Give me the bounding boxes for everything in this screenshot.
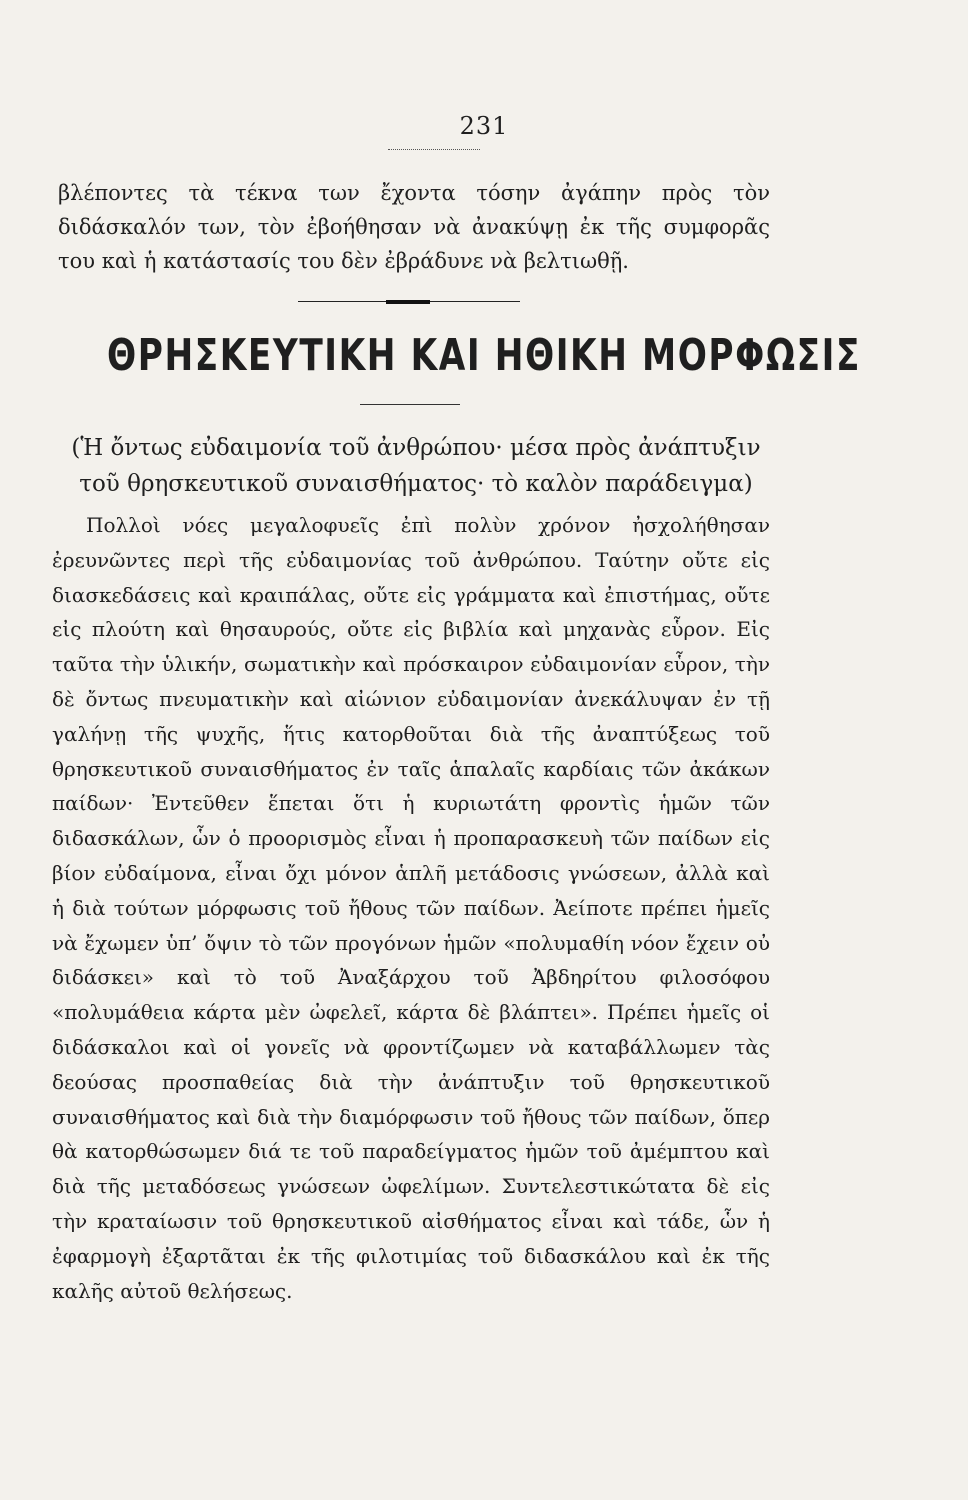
section-heading: ΘΡΗΣΚΕΥΤΙΚΗ ΚΑΙ ΗΘΙΚΗ ΜΟΡΦΩΣΙΣ: [107, 330, 861, 381]
opening-paragraph: βλέποντες τὰ τέκνα των ἔχοντα τόσην ἀγάπην πρὸς τὸν διδάσκαλόν των, τὸν ἐβοήθησαν νὰ ἀνακύψῃ ἐκ τῆς συμφορᾶς του καὶ ἡ κατάστασίς του δὲν ἐβράδυνε νὰ βελτιωθῇ.: [58, 181, 770, 273]
divider-ornament: [386, 300, 430, 304]
page-number-underline: [388, 149, 480, 150]
page-number: 231: [459, 112, 509, 140]
heading-underline: [360, 404, 460, 405]
section-subtitle: (Ἡ ὄντως εὐδαιμονία τοῦ ἀνθρώπου· μέσα πρὸς ἀνάπτυξιν τοῦ θρησκευτικοῦ συναισθήματος· τὸ καλὸν παράδειγμα): [71, 435, 761, 497]
section-divider: [298, 300, 520, 304]
body-paragraph: Πολλοὶ νόες μεγαλοφυεῖς ἐπὶ πολὺν χρόνον ἠσχολήθησαν ἐρευνῶντες περὶ τῆς εὐδαιμονίας τοῦ ἀνθρώπου. Ταύτην οὔτε εἰς διασκεδάσεις καὶ κραιπάλας, οὔτε εἰς γράμματα καὶ ἐπιστήμας, οὔτε εἰς πλούτη καὶ θησαυρούς, οὔτε εἰς βιβλία καὶ μηχανὰς εὗρον. Εἰς ταῦτα τὴν ὑλικήν, σωματικὴν καὶ πρόσκαιρον εὐδαιμονίαν εὗρον, τὴν δὲ ὄντως πνευματικὴν καὶ αἰώνιον εὐδαιμονίαν ἀνεκάλυψαν ἐν τῇ γαλήνῃ τῆς ψυχῆς, ἥτις κατορθοῦται διὰ τῆς ἀναπτύξεως τοῦ θρησκευτικοῦ συναισθήματος ἐν ταῖς ἁπαλαῖς καρδίαις τῶν ἀκάκων παίδων· Ἐντεῦθεν ἕπεται ὅτι ἡ κυριωτάτη φροντὶς ἡμῶν τῶν διδασκάλων, ὧν ὁ προορισμὸς εἶναι ἡ προπαρασκευὴ τῶν παίδων εἰς βίον εὐδαίμονα, εἶναι ὄχι μόνον ἁπλῆ μετάδοσις γνώσεων, ἀλλὰ καὶ ἡ διὰ τούτων μόρφωσις τοῦ ἤθους τῶν παίδων. Ἀείποτε πρέπει ἡμεῖς νὰ ἔχωμεν ὑπ’ ὄψιν τὸ τῶν προγόνων ἡμῶν «πολυμαθίη νόον ἔχειν οὐ διδάσκει» καὶ τὸ τοῦ Ἀναξάρχου τοῦ Ἀβδηρίτου φιλοσόφου «πολυμάθεια κάρτα μὲν ὠφελεῖ, κάρτα δὲ βλάπτει». Πρέπει ἡμεῖς οἱ διδάσκαλοι καὶ οἱ γονεῖς νὰ φροντίζωμεν νὰ καταβάλλωμεν τὰς δεούσας προσπαθείας διὰ τὴν ἀνάπτυξιν τοῦ θρησκευτικοῦ συναισθήματος καὶ διὰ τὴν διαμόρφωσιν τοῦ ἤθους τῶν παίδων, ὅπερ θὰ κατορθώσωμεν διά τε τοῦ παραδείγματος ἡμῶν τοῦ ἀμέμπτου καὶ διὰ τῆς μεταδόσεως γνώσεων ὠφελίμων. Συντελεστικώτατα δὲ εἰς τὴν κραταίωσιν τοῦ θρησκευτικοῦ αἰσθήματος εἶναι καὶ τάδε, ὧν ἡ ἐφαρμογὴ ἐξαρτᾶται ἐκ τῆς φιλοτιμίας τοῦ διδασκάλου καὶ ἐκ τῆς καλῆς αὐτοῦ θελήσεως.: [52, 513, 770, 1303]
